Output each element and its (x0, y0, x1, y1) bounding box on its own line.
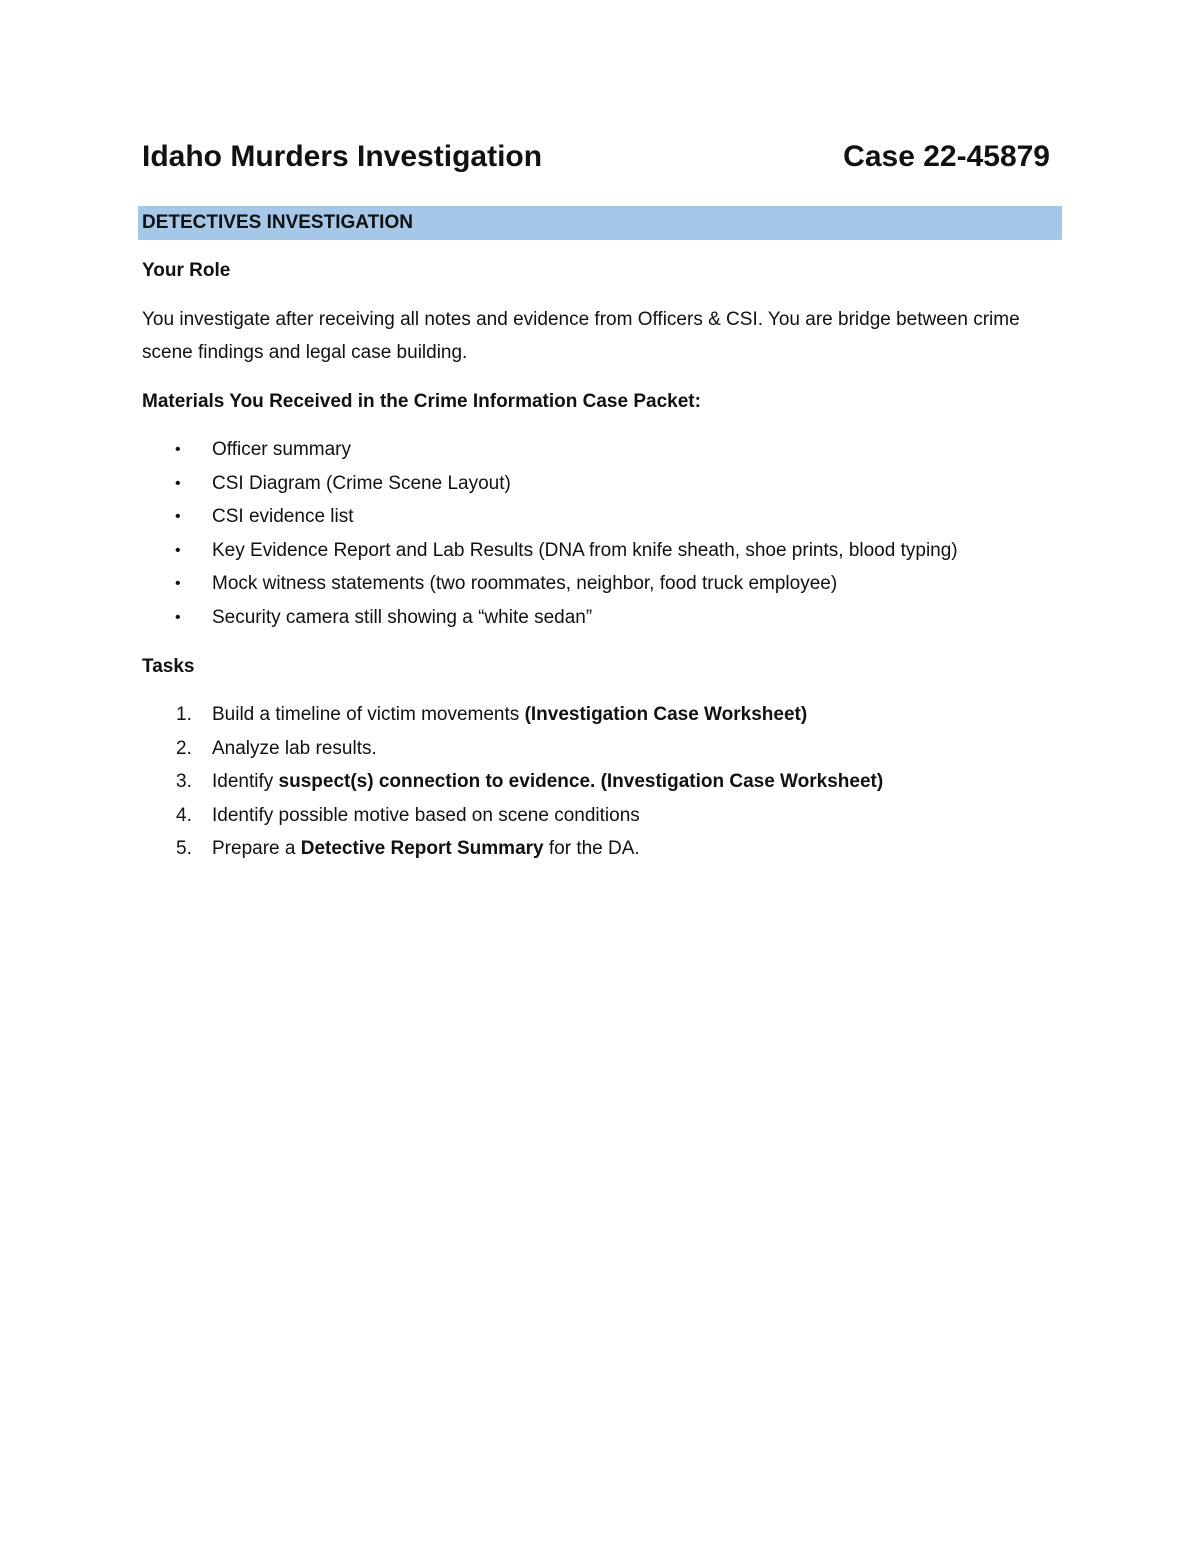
bullet-icon: • (175, 508, 181, 525)
title-row (142, 140, 1050, 186)
role-heading: Your Role (142, 260, 231, 281)
list-item-text: CSI evidence list (212, 506, 354, 527)
task-item (142, 832, 1062, 866)
document-title: Idaho Murders Investigation (142, 140, 543, 173)
list-item (142, 467, 1062, 501)
role-description: You investigate after receiving all notes and evidence from Officers & CSI. You are bridge between crime scene findings and legal case building. (142, 309, 1020, 363)
task-text: Prepare a (212, 838, 301, 859)
task-text-bold: (Investigation Case Worksheet) (524, 704, 808, 725)
task-number: 1. (176, 704, 192, 725)
task-item (142, 698, 1062, 732)
task-number: 2. (176, 737, 192, 759)
materials-list (142, 433, 1062, 634)
tasks-list (142, 698, 1062, 866)
bullet-icon: • (175, 441, 181, 458)
case-number: Case 22-45879 (843, 140, 1050, 173)
list-item (142, 500, 1062, 534)
task-text: Analyze lab results. (212, 737, 377, 759)
document-page (142, 140, 1062, 866)
task-number: 5. (176, 838, 192, 859)
materials-heading: Materials You Received in the Crime Information Case Packet: (142, 391, 701, 412)
task-number: 4. (176, 804, 192, 826)
list-item-text: Officer summary (212, 439, 352, 460)
tasks-heading: Tasks (142, 656, 195, 677)
bullet-icon: • (175, 608, 181, 626)
task-text-bold: suspect(s) connection to evidence. (Investigation Case Worksheet) (278, 771, 884, 792)
task-text: Identify (212, 771, 279, 792)
bullet-icon: • (175, 541, 181, 559)
task-item (142, 765, 1062, 799)
section-title: DETECTIVES INVESTIGATION (142, 212, 413, 233)
section-banner (138, 206, 1062, 240)
task-item (142, 799, 1062, 833)
list-item-text: Key Evidence Report and Lab Results (DNA from knife sheath, shoe prints, blood typing) (212, 539, 958, 561)
task-text: for the DA. (543, 838, 640, 859)
list-item-text: Mock witness statements (two roommates, neighbor, food truck employee) (212, 573, 838, 594)
task-text: Build a timeline of victim movements (212, 704, 525, 725)
list-item (142, 601, 1062, 635)
task-number: 3. (176, 771, 192, 792)
list-item-text: CSI Diagram (Crime Scene Layout) (212, 472, 511, 494)
list-item (142, 534, 1062, 568)
task-text: Identify possible motive based on scene conditions (212, 804, 640, 826)
list-item-text: Security camera still showing a “white sedan” (212, 606, 593, 628)
list-item (142, 567, 1062, 601)
task-text-bold: Detective Report Summary (300, 838, 544, 859)
task-item (142, 732, 1062, 766)
bullet-icon: • (175, 575, 181, 592)
bullet-icon: • (175, 474, 181, 492)
list-item (142, 433, 1062, 467)
